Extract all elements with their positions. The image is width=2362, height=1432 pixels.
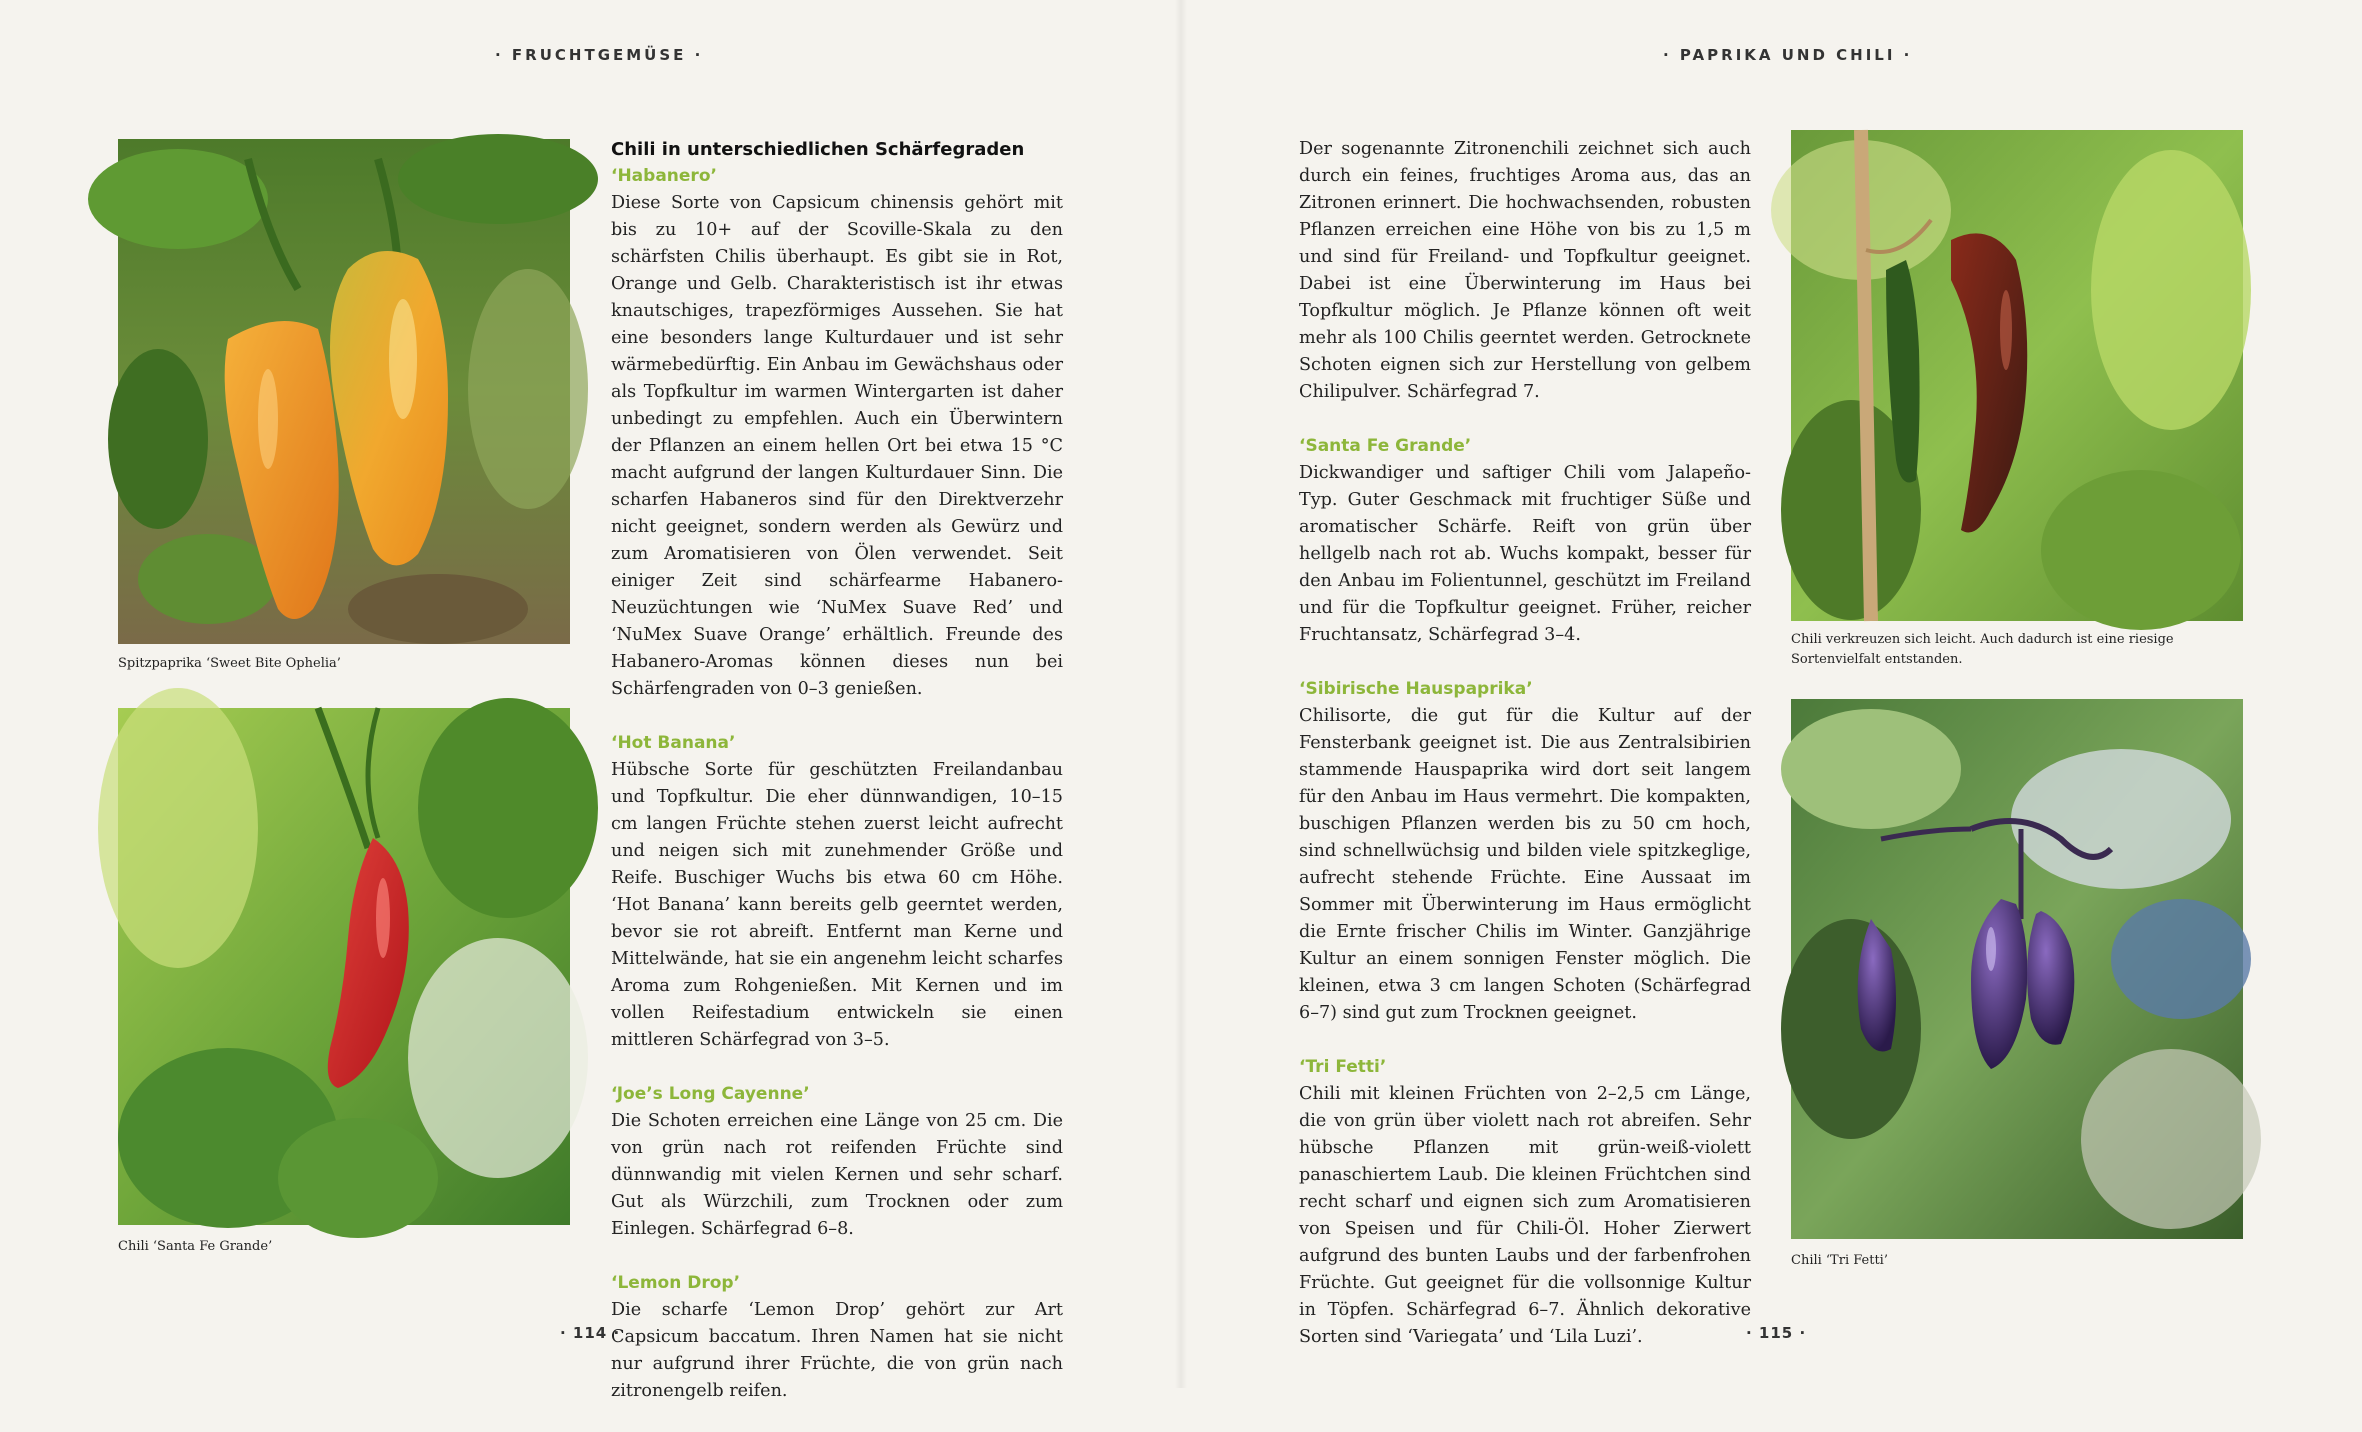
variety-text: Die Schoten erreichen eine Länge von 25 cm. Die von grün nach rot reifenden Früchte sind dünnwandig mit vielen Kernen und sehr scharf. Gut als Würzchili, zum Trocknen oder zum Einlegen. Schärfegrad 6–8. [611,1111,1063,1239]
photo3-caption: Chili verkreuzen sich leicht. Auch dadurch ist eine riesige Sortenvielfalt entstanden. [1791,632,2174,667]
photo4-caption: Chili ‘Tri Fetti’ [1791,1253,1888,1268]
section-joes-long-cayenne [611,1081,1063,1243]
section-sibirische-hauspaprika [1299,676,1751,1027]
section-habanero [611,163,1063,703]
variety-text: Chilisorte, die gut für die Kultur auf der Fensterbank geeignet ist. Die aus Zentralsibirien stammende Hauspaprika wird dort seit langem für den Anbau im Haus vermehrt. Die kompakten, buschigen Pflanzen werden bis zu 50 cm hoch, sind schnellwüchsig und bilden viele spitzkeglige, aufrecht stehende Früchte. Eine Aussaat im Sommer mit Überwinterung im Haus ermöglicht die Ernte frischer Chilis im Winter. Ganzjährige Kultur an einem sonnigen Fenster möglich. Die kleinen, etwa 3 cm langen Schoten (Schärfegrad 6–7) sind gut zum Trocknen geeignet. [1299,706,1751,1023]
right-page [1181,0,2362,1388]
variety-title: ‘Sibirische Hauspaprika’ [1299,679,1533,699]
variety-title: ‘Tri Fetti’ [1299,1057,1387,1077]
variety-title: ‘Hot Banana’ [611,733,736,753]
variety-title: ‘Joe’s Long Cayenne’ [611,1084,810,1104]
variety-text: Hübsche Sorte für geschützten Freilandanbau und Topfkultur. Die eher dünnwandigen, 10–15 cm langen Früchte stehen zuerst leicht aufrecht und neigen sich mit zunehmender Größe und Reife. Buschiger Wuchs bis etwa 60 cm Höhe. ‘Hot Banana’ kann bereits gelb geerntet werden, bevor sie rot abreift. Entfernt man Kerne und Mittelwände, hat sie ein angenehm leicht scharfes Aroma zum Rohgenießen. Mit Kernen und im vollen Reifestadium entwickeln sie einen mittleren Schärfegrad von 3–5. [611,760,1063,1050]
photo1-caption: Spitzpaprika ‘Sweet Bite Ophelia’ [118,656,341,671]
photo-sweet-bite-ophelia [118,139,570,644]
section-santa-fe-grande [1299,433,1751,649]
intro-text: Der sogenannte Zitronenchili zeichnet sich auch durch ein feines, fruchtiges Aroma aus, das an Zitronen erinnert. Die hochwachsenden, robusten Pflanzen erreichen eine Höhe von bis zu 1,5 m und sind für Freiland- und Topfkultur geeignet. Dabei ist eine Überwinterung im Haus bei Topfkultur möglich. Je Pflanze können oft weit mehr als 100 Chilis geerntet werden. Getrocknete Schoten eignen sich zur Herstellung von gelbem Chilipulver. Schärfegrad 7. [1299,139,1751,402]
left-page [0,0,1181,1401]
left-text-column [611,136,1063,1432]
section-lemon-drop [611,1270,1063,1405]
page-number-right: · 115 · [1746,1324,1807,1342]
variety-text: Diese Sorte von Capsicum chinensis gehört mit bis zu 10+ auf der Scoville-Skala zu den schärfsten Chilis überhaupt. Es gibt sie in Rot, Orange und Gelb. Charakteristisch ist ihr etwas knautschiges, trapezförmiges Aussehen. Sie hat eine besonders lange Kulturdauer und ist sehr wärmebedürftig. Ein Anbau im Gewächshaus oder als Topfkultur im warmen Wintergarten ist daher unbedingt zu empfehlen. Auch ein Überwintern der Pflanzen an einem hellen Ort bei etwa 15 °C macht aufgrund der langen Kulturdauer Sinn. Die scharfen Habaneros sind für den Direktverzehr nicht geeignet, sondern werden als Gewürz und zum Aromatisieren von Ölen verwendet. Seit einiger Zeit sind schärfearme Habanero-Neuzüchtungen wie ‘NuMex Suave Red’ und ‘NuMex Suave Orange’ erhältlich. Freunde des Habanero-Aromas können dieses nun bei Schärfengraden von 0–3 genießen. [611,193,1063,699]
photo-santa-fe-grande [118,708,570,1225]
variety-title: ‘Habanero’ [611,166,717,186]
section-lemon-drop-continued [1299,136,1751,406]
variety-text: Dickwandiger und saftiger Chili vom Jalapeño-Typ. Guter Geschmack mit fruchtiger Süße und aromatischer Schärfe. Reift von grün über hellgelb nach rot ab. Wuchs kompakt, besser für den Anbau im Folientunnel, geschützt im Freiland und für die Topfkultur geeignet. Früher, reicher Fruchtansatz, Schärfegrad 3–4. [1299,463,1751,645]
section-heading: Chili in unterschiedlichen Schärfegraden [611,139,1025,160]
running-head-left: · FRUCHTGEMÜSE · [495,46,704,64]
photo-tri-fetti [1791,699,2243,1239]
right-text-column [1299,136,1751,1378]
photo-crossbred-chili [1791,130,2243,621]
running-head-right: · PAPRIKA UND CHILI · [1663,46,1913,64]
variety-title: ‘Santa Fe Grande’ [1299,436,1472,456]
variety-text: Die scharfe ‘Lemon Drop’ gehört zur Art Capsicum baccatum. Ihren Namen hat sie nicht nur aufgrund ihrer Früchte, die von grün nach zitronengelb reifen. [611,1300,1063,1401]
page-number-left: · 114 · [560,1324,621,1342]
variety-title: ‘Lemon Drop’ [611,1273,741,1293]
variety-text: Chili mit kleinen Früchten von 2–2,5 cm Länge, die von grün über violett nach rot abreifen. Sehr hübsche Pflanzen mit grün-weiß-violett panaschiertem Laub. Die kleinen Früchtchen sind recht scharf und eignen sich zum Aromatisieren von Speisen und für Chili-Öl. Hoher Zierwert aufgrund des bunten Laubs und der farbenfrohen Früchte. Gut geeignet für die vollsonnige Kultur in Töpfen. Schärfegrad 6–7. Ähnlich dekorative Sorten sind ‘Variegata’ und ‘Lila Luzi’. [1299,1084,1751,1347]
section-tri-fetti [1299,1054,1751,1351]
section-hot-banana [611,730,1063,1054]
photo2-caption: Chili ‘Santa Fe Grande’ [118,1239,273,1254]
